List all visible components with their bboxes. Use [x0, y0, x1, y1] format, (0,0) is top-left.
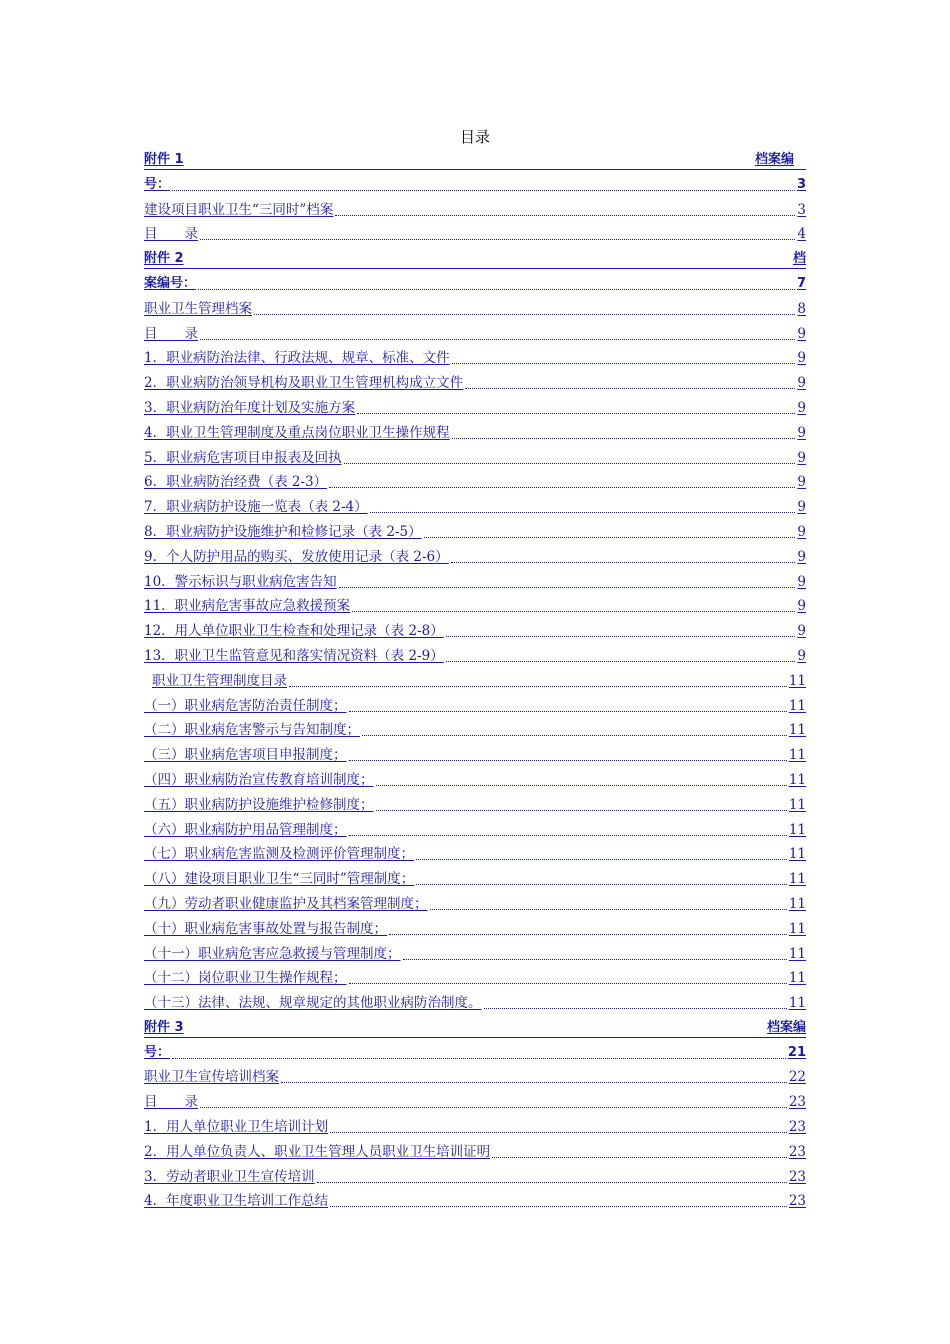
- toc-entry-label: 职业卫生管理档案: [144, 300, 252, 317]
- toc-entry-label: （一）职业病危害防治责任制度；: [144, 697, 347, 714]
- toc-entry-page-number: 9: [797, 325, 806, 342]
- dot-leader: [344, 448, 796, 464]
- toc-entry[interactable]: [144, 869, 806, 894]
- toc-attachment-heading[interactable]: [144, 249, 806, 274]
- toc-entry-label: 6．职业病防治经费（表 2-3）: [144, 474, 328, 491]
- toc-entry-page-number: 11: [788, 945, 806, 962]
- toc-entry[interactable]: [144, 968, 806, 993]
- toc-entry-label: 12．用人单位职业卫生检查和处理记录（表 2-8）: [144, 623, 444, 640]
- toc-entry[interactable]: [144, 1092, 806, 1117]
- toc-entry-label: 建设项目职业卫生“三同时”档案: [144, 201, 334, 218]
- toc-entry-page-number: 11: [788, 970, 806, 987]
- toc-entry[interactable]: [144, 1191, 806, 1216]
- toc-entry[interactable]: [144, 299, 806, 324]
- toc-entry-label: 9．个人防护用品的购买、发放使用记录（表 2-6）: [144, 548, 449, 565]
- attachment-label: 附件 3: [144, 1019, 184, 1035]
- toc-entry-label: （十三）法律、法规、规章规定的其他职业病防治制度。: [144, 995, 482, 1012]
- dot-leader: [352, 596, 795, 612]
- toc-entry-page-number: 11: [788, 771, 806, 788]
- toc-entry-page-number: 11: [788, 722, 806, 739]
- table-of-contents: [144, 150, 806, 1216]
- dot-leader: [349, 696, 787, 712]
- dot-leader: [317, 1167, 787, 1183]
- toc-entry[interactable]: [144, 745, 806, 770]
- dot-leader: [416, 844, 787, 860]
- toc-entry-page-number: 9: [797, 399, 806, 416]
- toc-entry-page-number: 11: [788, 821, 806, 838]
- toc-entry-label: 职业卫生宣传培训档案: [144, 1069, 279, 1086]
- toc-entry-label: （九）劳动者职业健康监护及其档案管理制度；: [144, 895, 428, 912]
- dot-leader: [330, 1117, 787, 1133]
- dot-leader: [254, 299, 795, 315]
- toc-entry-label: 号：: [144, 1044, 171, 1060]
- heading-underline: [144, 169, 806, 170]
- dot-leader: [430, 894, 787, 910]
- toc-entry-page-number: 9: [797, 449, 806, 466]
- toc-entry-label: （四）职业病防治宣传教育培训制度；: [144, 771, 374, 788]
- toc-entry-page-number: 9: [797, 623, 806, 640]
- toc-entry[interactable]: [144, 348, 806, 373]
- heading-underline: [144, 268, 806, 269]
- dot-leader: [376, 770, 787, 786]
- toc-entry[interactable]: [144, 423, 806, 448]
- toc-entry-page-number: 9: [797, 499, 806, 516]
- heading-underline: [144, 1037, 806, 1038]
- toc-entry-page-number: 11: [788, 995, 806, 1012]
- toc-entry-page-number: 11: [788, 672, 806, 689]
- dot-leader: [403, 944, 787, 960]
- dot-leader: [335, 200, 795, 216]
- toc-entry-label: （六）职业病防护用品管理制度；: [144, 821, 347, 838]
- toc-entry[interactable]: [144, 522, 806, 547]
- toc-entry-page-number: 23: [788, 1119, 806, 1136]
- dot-leader: [357, 398, 795, 414]
- toc-entry[interactable]: [144, 274, 806, 299]
- toc-entry[interactable]: [144, 1043, 806, 1068]
- toc-entry-page-number: 9: [797, 424, 806, 441]
- toc-entry[interactable]: [144, 547, 806, 572]
- toc-entry-page-number: 23: [788, 1094, 806, 1111]
- toc-entry-page-number: 3: [797, 201, 806, 218]
- dot-leader: [200, 1092, 787, 1108]
- toc-entry-page-number: 9: [797, 647, 806, 664]
- toc-entry-page-number: 11: [788, 895, 806, 912]
- archive-number-label: 档案编: [766, 1019, 806, 1035]
- toc-entry-page-number: 11: [788, 747, 806, 764]
- toc-entry[interactable]: [144, 820, 806, 845]
- toc-entry-label: 7．职业病防护设施一览表（表 2-4）: [144, 499, 368, 516]
- toc-entry-page-number: 23: [788, 1168, 806, 1185]
- toc-entry-label: 目 录: [144, 226, 198, 243]
- toc-entry-label: 8．职业病防护设施维护和检修记录（表 2-5）: [144, 523, 422, 540]
- toc-entry-page-number: 3: [796, 176, 806, 192]
- dot-leader: [289, 671, 787, 687]
- toc-entry[interactable]: [144, 919, 806, 944]
- dot-leader: [452, 423, 796, 439]
- toc-entry[interactable]: [144, 770, 806, 795]
- archive-number-label: 档: [792, 251, 806, 267]
- toc-entry-page-number: 9: [797, 375, 806, 392]
- toc-entry-page-number: 11: [788, 796, 806, 813]
- toc-entry-page-number: 11: [788, 871, 806, 888]
- toc-entry-label: 案编号：: [144, 275, 197, 291]
- dot-leader: [330, 1191, 787, 1207]
- toc-entry-page-number: 11: [788, 846, 806, 863]
- attachment-label: 附件 2: [144, 251, 184, 267]
- toc-title: 目录: [459, 128, 490, 146]
- toc-entry-page-number: 11: [788, 920, 806, 937]
- toc-entry-page-number: 23: [788, 1193, 806, 1210]
- toc-entry-page-number: 4: [797, 226, 806, 243]
- toc-entry-label: （十二）岗位职业卫生操作规程；: [144, 970, 347, 987]
- toc-entry-label: 2．职业病防治领导机构及职业卫生管理机构成立文件: [144, 375, 464, 392]
- toc-entry-label: 号：: [144, 176, 171, 192]
- toc-entry-label: （十）职业病危害事故处置与报告制度；: [144, 920, 387, 937]
- toc-entry-label: 1．职业病防治法律、行政法规、规章、标准、文件: [144, 350, 450, 367]
- toc-entry-label: 11．职业病危害事故应急救援预案: [144, 598, 351, 615]
- toc-entry[interactable]: [144, 944, 806, 969]
- dot-leader: [362, 720, 787, 736]
- toc-entry-page-number: 9: [797, 523, 806, 540]
- toc-entry[interactable]: [144, 993, 806, 1018]
- toc-entry-label: （五）职业病防护设施维护检修制度；: [144, 796, 374, 813]
- toc-entry[interactable]: [144, 472, 806, 497]
- dot-leader: [172, 1043, 786, 1059]
- toc-entry-label: 10．警示标识与职业病危害告知: [144, 573, 337, 590]
- archive-number-label: 档案编: [754, 152, 794, 167]
- toc-entry-label: （八）建设项目职业卫生“三同时”管理制度；: [144, 871, 415, 888]
- toc-entry[interactable]: [144, 844, 806, 869]
- toc-entry[interactable]: [144, 448, 806, 473]
- dot-leader: [424, 522, 796, 538]
- dot-leader: [349, 745, 787, 761]
- dot-leader: [339, 572, 796, 588]
- dot-leader: [465, 373, 795, 389]
- attachment-label: 附件 1: [144, 152, 184, 167]
- toc-entry[interactable]: [144, 696, 806, 721]
- dot-leader: [200, 324, 795, 340]
- toc-entry[interactable]: [144, 646, 806, 671]
- toc-entry[interactable]: [144, 224, 806, 249]
- toc-entry-page-number: 22: [788, 1069, 806, 1086]
- toc-entry-label: 3．职业病防治年度计划及实施方案: [144, 399, 356, 416]
- toc-entry-page-number: 23: [788, 1143, 806, 1160]
- toc-entry-page-number: 11: [788, 697, 806, 714]
- toc-entry-label: （二）职业病危害警示与告知制度；: [144, 722, 360, 739]
- toc-entry[interactable]: [144, 497, 806, 522]
- toc-entry-page-number: 9: [797, 573, 806, 590]
- toc-entry[interactable]: [144, 795, 806, 820]
- toc-entry[interactable]: [144, 720, 806, 745]
- toc-entry-label: 目 录: [144, 1094, 198, 1111]
- toc-entry-page-number: 8: [797, 300, 806, 317]
- toc-entry[interactable]: [144, 671, 806, 696]
- toc-entry-page-number: 9: [797, 474, 806, 491]
- toc-entry-label: （三）职业病危害项目申报制度；: [144, 747, 347, 764]
- toc-entry-label: 5．职业病危害项目申报表及回执: [144, 449, 342, 466]
- toc-entry-label: 1．用人单位职业卫生培训计划: [144, 1119, 329, 1136]
- dot-leader: [198, 274, 795, 290]
- toc-entry[interactable]: [144, 1167, 806, 1192]
- toc-entry[interactable]: [144, 1067, 806, 1092]
- toc-entry[interactable]: [144, 175, 806, 200]
- dot-leader: [370, 497, 796, 513]
- toc-entry[interactable]: [144, 398, 806, 423]
- toc-entry-page-number: 9: [797, 548, 806, 565]
- dot-leader: [281, 1067, 787, 1083]
- toc-entry[interactable]: [144, 200, 806, 225]
- dot-leader: [484, 993, 787, 1009]
- dot-leader: [200, 224, 795, 240]
- toc-entry[interactable]: [144, 621, 806, 646]
- toc-entry[interactable]: [144, 1117, 806, 1142]
- toc-entry-label: 4．年度职业卫生培训工作总结: [144, 1193, 329, 1210]
- toc-entry-label: 13．职业卫生监管意见和落实情况资料（表 2-9）: [144, 647, 444, 664]
- toc-entry-label: 3．劳动者职业卫生宣传培训: [144, 1168, 315, 1185]
- dot-leader: [451, 547, 796, 563]
- toc-attachment-heading[interactable]: [144, 1018, 806, 1043]
- dot-leader: [446, 646, 796, 662]
- toc-entry[interactable]: [144, 894, 806, 919]
- dot-leader: [349, 968, 787, 984]
- dot-leader: [416, 869, 787, 885]
- toc-entry-label: 目 录: [144, 325, 198, 342]
- toc-entry-page-number: 7: [796, 275, 806, 291]
- toc-entry-label: 2．用人单位负责人、职业卫生管理人员职业卫生培训证明: [144, 1143, 491, 1160]
- toc-entry-label: 4．职业卫生管理制度及重点岗位职业卫生操作规程: [144, 424, 450, 441]
- toc-entry-label: （七）职业病危害监测及检测评价管理制度；: [144, 846, 414, 863]
- dot-leader: [172, 175, 795, 191]
- toc-entry[interactable]: [144, 596, 806, 621]
- toc-entry-page-number: 9: [797, 598, 806, 615]
- dot-leader: [452, 348, 796, 364]
- toc-entry-label: 职业卫生管理制度目录: [152, 672, 287, 689]
- dot-leader: [376, 795, 787, 811]
- toc-entry[interactable]: [144, 324, 806, 349]
- toc-entry-page-number: 9: [797, 350, 806, 367]
- toc-entry-label: （十一）职业病危害应急救援与管理制度；: [144, 945, 401, 962]
- dot-leader: [329, 472, 795, 488]
- toc-entry[interactable]: [144, 1142, 806, 1167]
- dot-leader: [446, 621, 796, 637]
- toc-attachment-heading[interactable]: [144, 150, 806, 175]
- dot-leader: [389, 919, 787, 935]
- dot-leader: [349, 820, 787, 836]
- toc-entry[interactable]: [144, 373, 806, 398]
- toc-entry[interactable]: [144, 572, 806, 597]
- toc-entry-page-number: 21: [787, 1044, 806, 1060]
- dot-leader: [492, 1142, 787, 1158]
